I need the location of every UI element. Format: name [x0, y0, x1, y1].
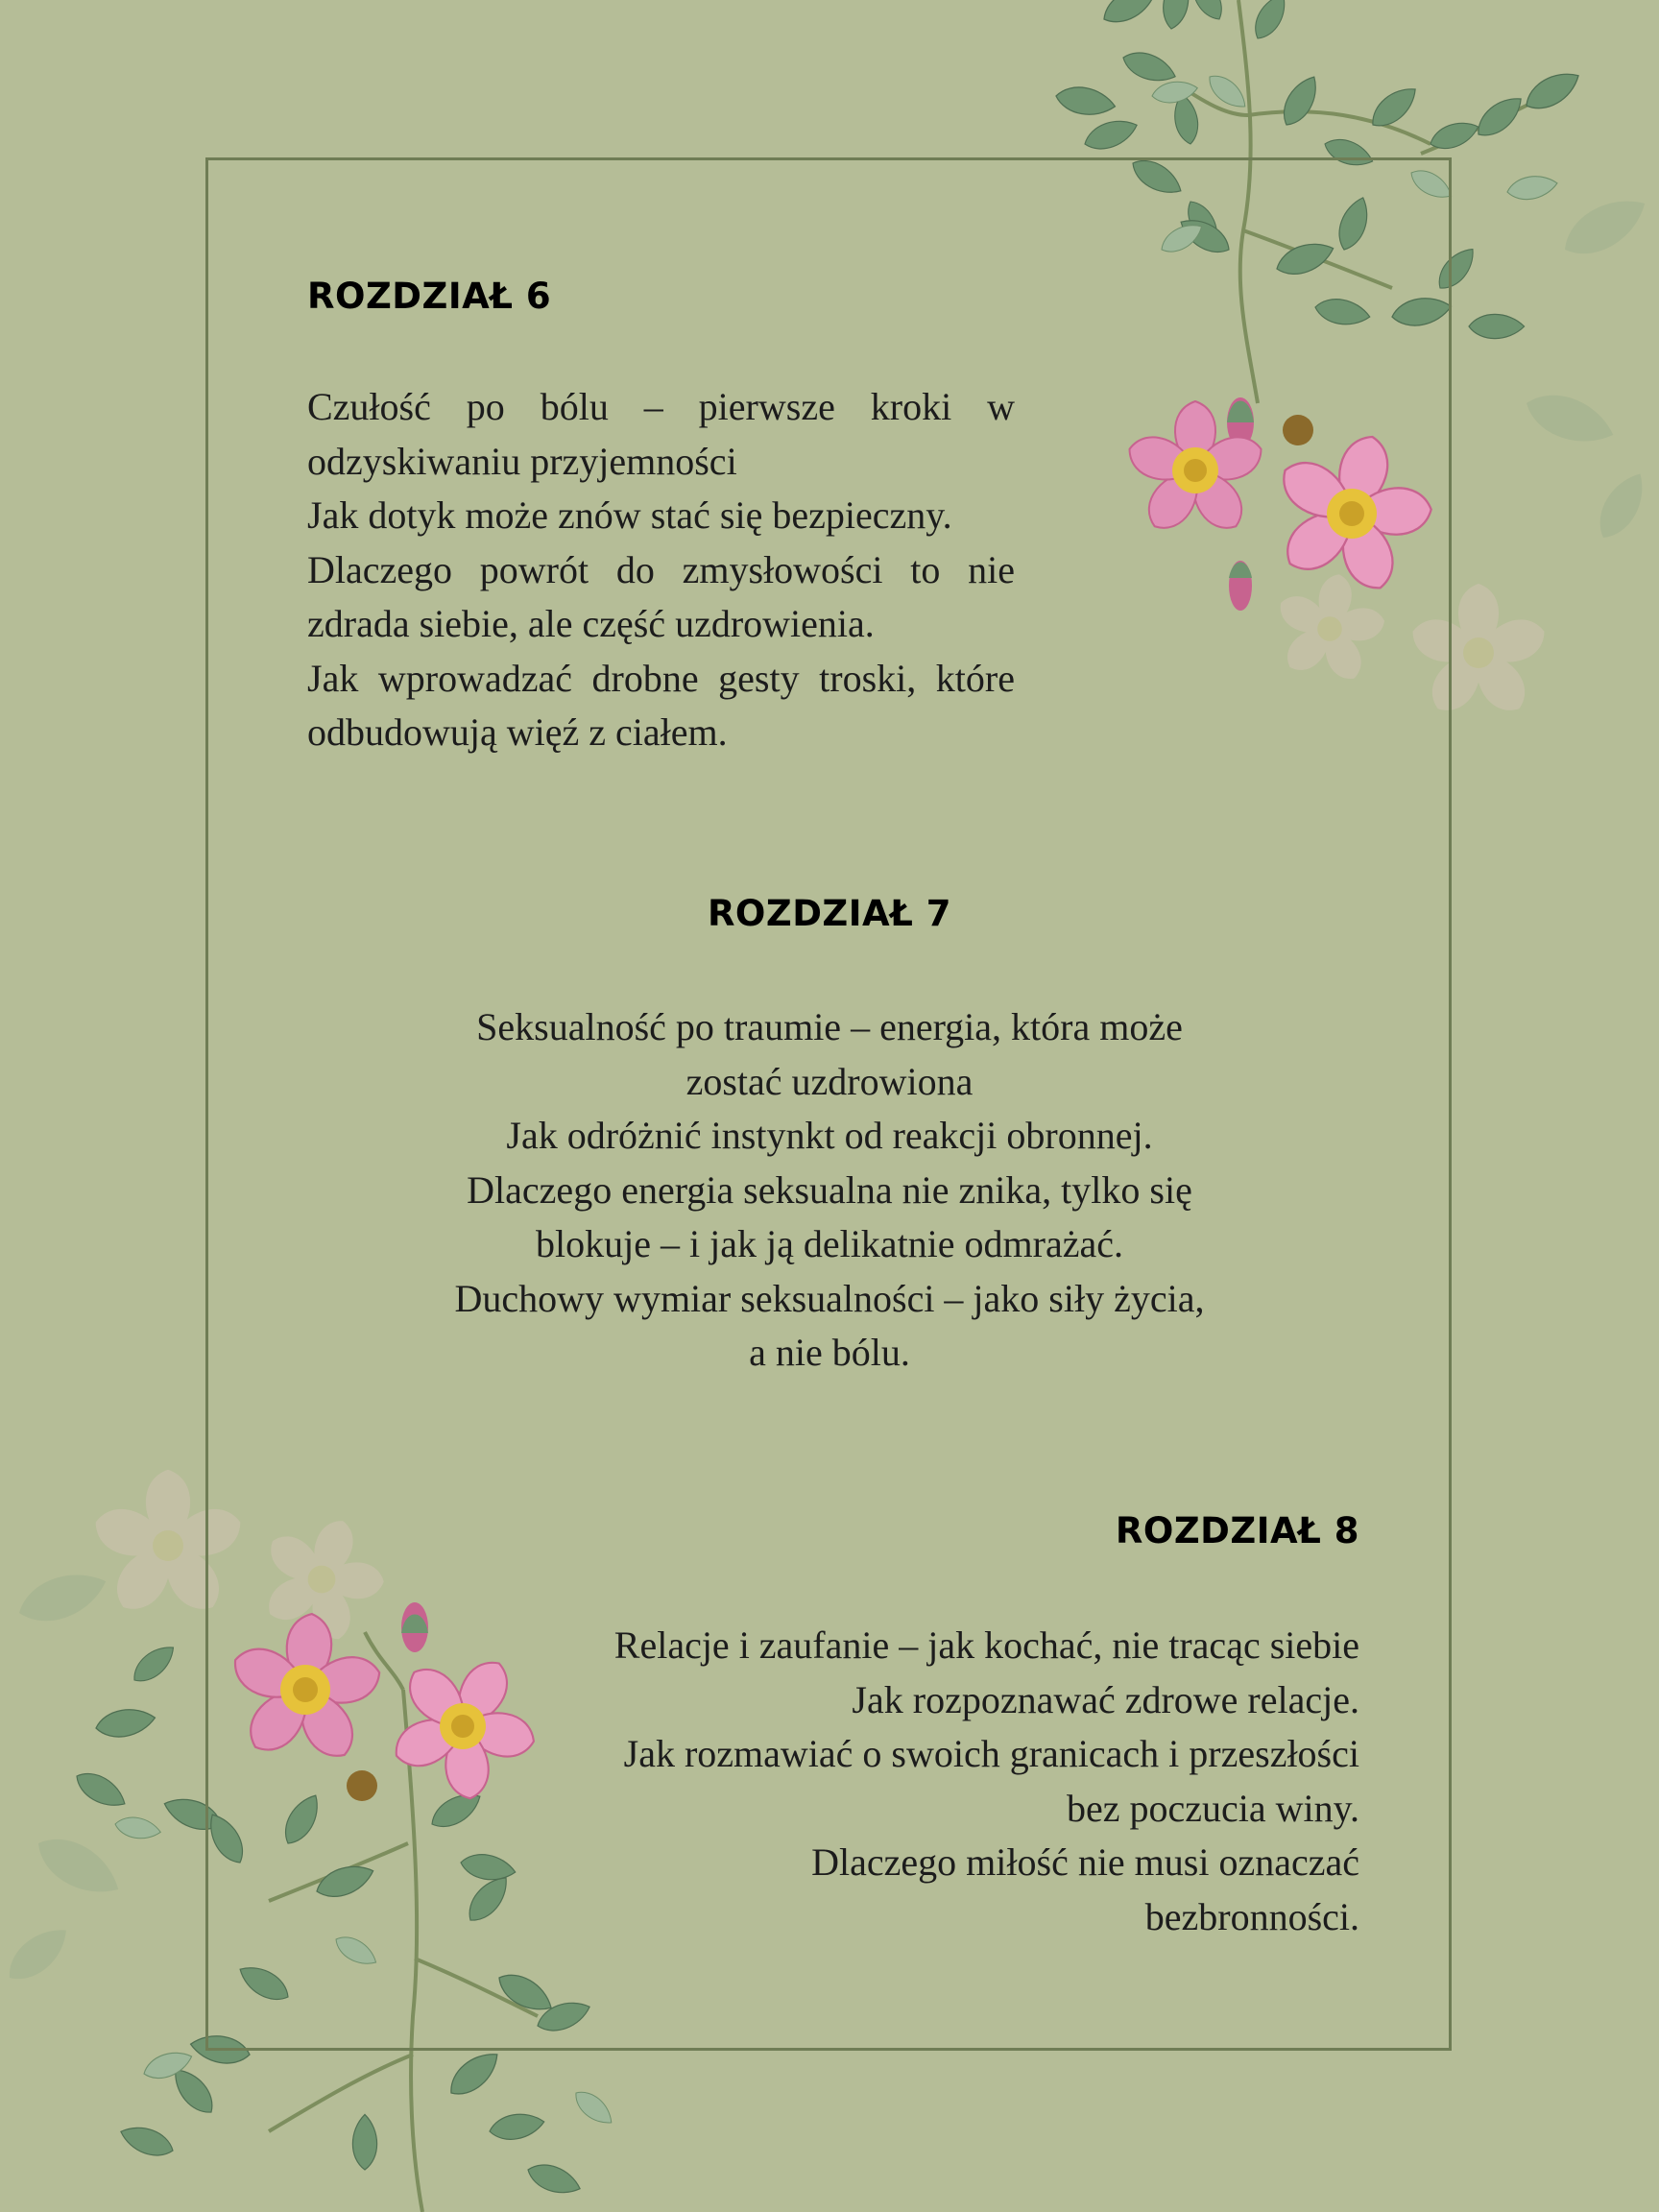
chapter-8-description [495, 1619, 1359, 1944]
chapter-7-line: a nie bólu. [749, 1331, 910, 1374]
chapter-7-line: Jak odróżnić instynkt od reakcji obronnej. [506, 1114, 1153, 1157]
chapter-6-line: Dlaczego powrót do zmysłowości to nie zdrada siebie, ale część uzdrowienia. [307, 547, 1015, 645]
chapter-7-line: zostać uzdrowiona [685, 1059, 974, 1103]
chapter-8-line: Dlaczego miłość nie musi oznaczać [811, 1840, 1359, 1884]
chapter-7-heading: ROZDZIAŁ 7 [707, 893, 952, 934]
chapter-8-line: Jak rozmawiać o swoich granicach i przeszłości [623, 1732, 1359, 1775]
chapter-7-description [317, 1000, 1342, 1381]
chapter-7-line: Duchowy wymiar seksualności – jako siły życia, [454, 1276, 1205, 1320]
chapter-8-heading: ROZDZIAŁ 8 [1115, 1510, 1359, 1551]
chapter-6-line: Jak dotyk może znów stać się bezpieczny. [307, 493, 952, 537]
chapter-7-line: Dlaczego energia seksualna nie znika, tylko się [467, 1167, 1192, 1212]
chapter-6-line: Czułość po bólu – pierwsze kroki w odzyskiwaniu przyjemności [307, 385, 1015, 483]
chapter-7-line: Seksualność po traumie – energia, która może [476, 1005, 1183, 1048]
chapter-8-line: Jak rozpoznawać zdrowe relacje. [852, 1677, 1359, 1721]
chapter-8-line: bez poczucia winy. [1066, 1786, 1359, 1830]
chapter-6-line: Jak wprowadzać drobne gesty troski, które odbudowują więź z ciałem. [307, 656, 1015, 754]
chapter-8-line: bezbronności. [1144, 1894, 1359, 1938]
chapter-8-line: Relacje i zaufanie – jak kochać, nie tracąc siebie [613, 1623, 1359, 1667]
chapter-6-description [307, 380, 1015, 760]
chapter-6-heading: ROZDZIAŁ 6 [307, 276, 552, 317]
chapter-7-line: blokuje – i jak ją delikatnie odmrażać. [536, 1222, 1123, 1265]
